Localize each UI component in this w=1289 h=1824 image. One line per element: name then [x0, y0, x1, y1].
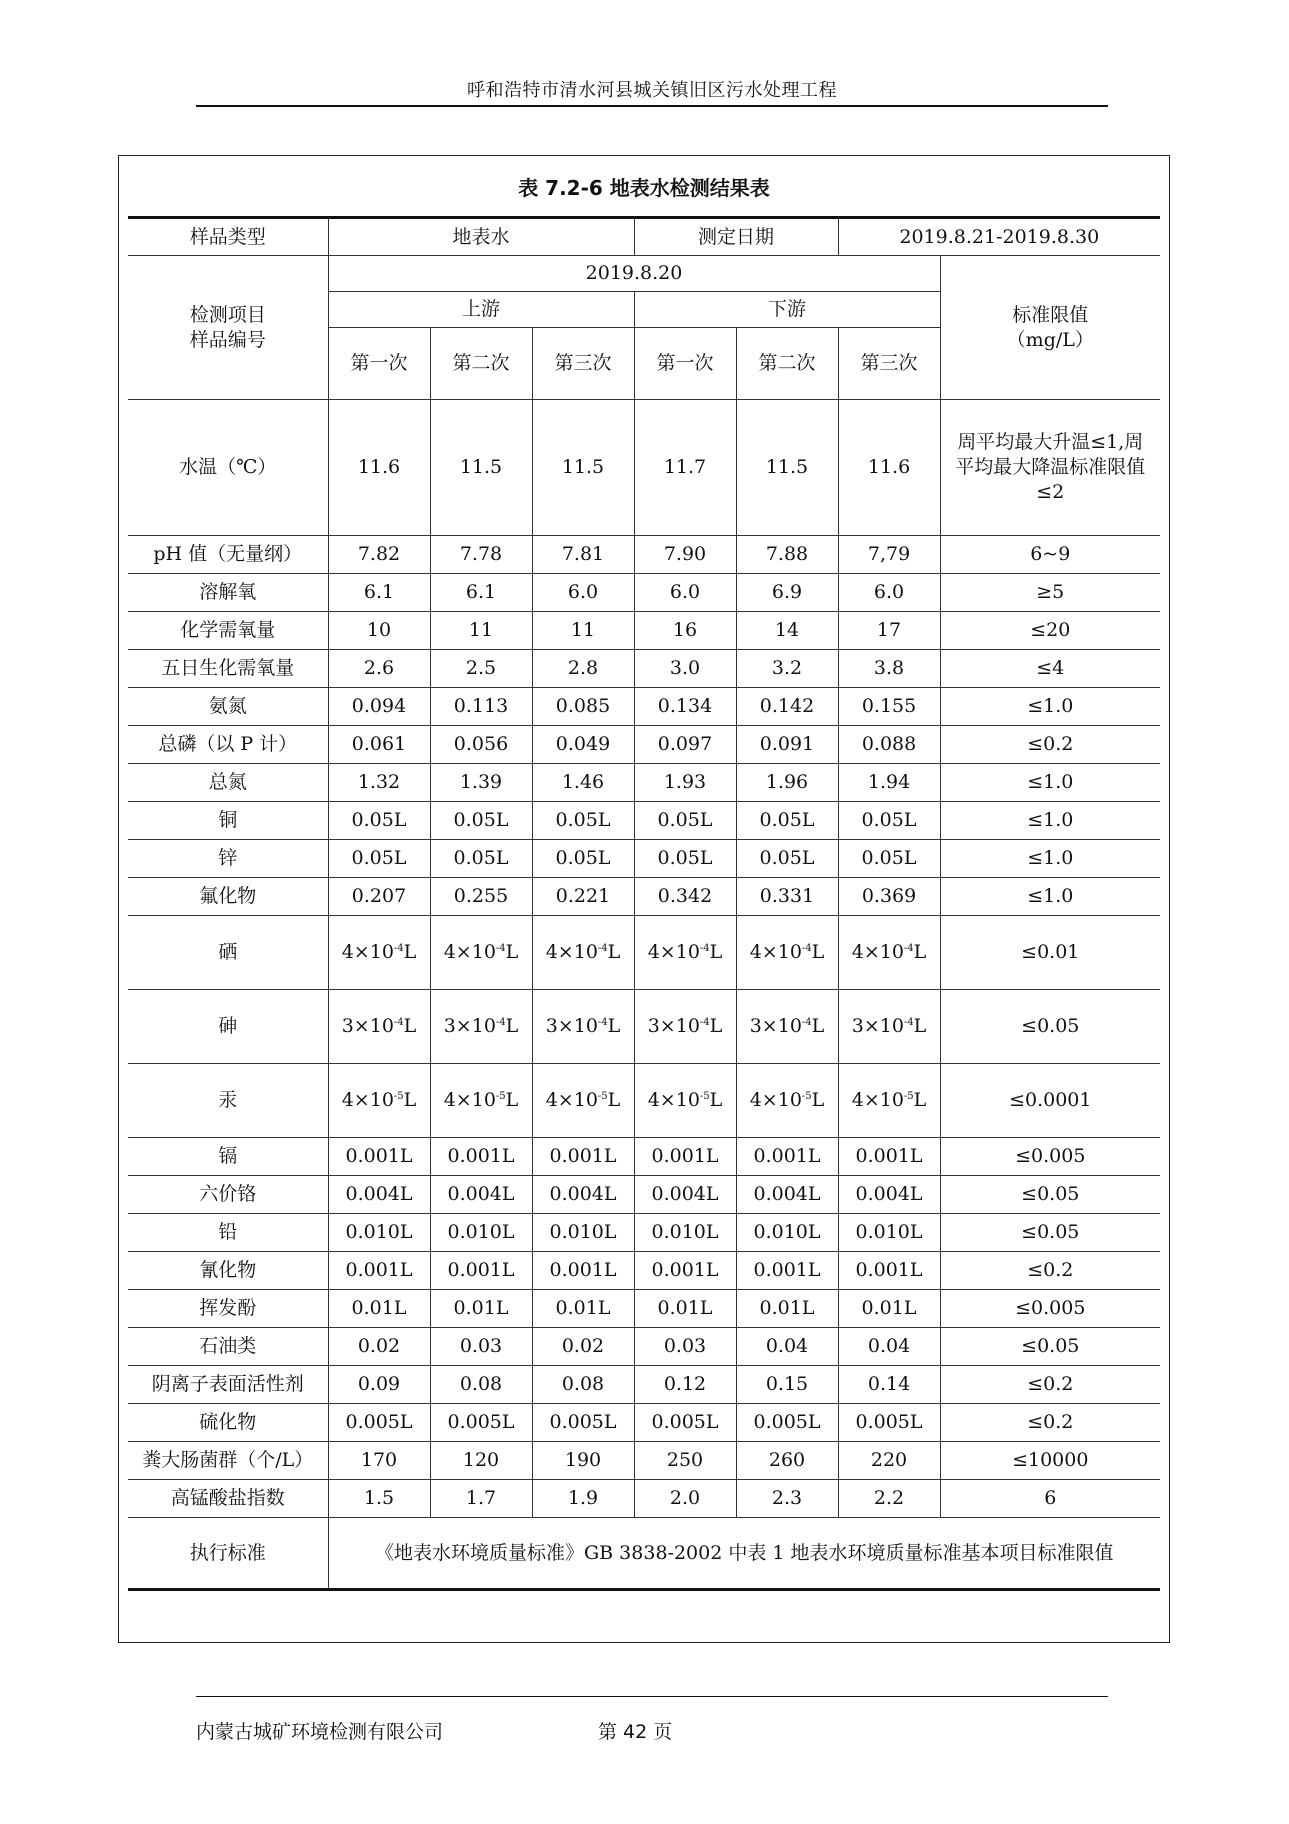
measurement-value: 7.82 — [328, 536, 430, 574]
standard-row-text: 《地表水环境质量标准》GB 3838-2002 中表 1 地表水环境质量标准基本项目标准限值 — [328, 1518, 1160, 1590]
table-row — [128, 1328, 1160, 1366]
measurement-value: 0.05L — [328, 840, 430, 878]
sample-id-label: 样品编号 — [189, 328, 266, 351]
table-row — [128, 840, 1160, 878]
measurement-value: 0.088 — [838, 726, 940, 764]
parameter-name: 阴离子表面活性剂 — [128, 1366, 328, 1404]
date-label: 测定日期 — [634, 218, 838, 256]
measurement-value: 11.5 — [736, 400, 838, 536]
measurement-value: 2.5 — [430, 650, 532, 688]
footer-company: 内蒙古城矿环境检测有限公司 — [196, 1721, 444, 1743]
measurement-value: 1.9 — [532, 1480, 634, 1518]
time-label: 第二次 — [736, 328, 838, 400]
time-label: 第一次 — [328, 328, 430, 400]
measurement-value: 11.6 — [838, 400, 940, 536]
parameter-name: 氨氮 — [128, 688, 328, 726]
measurement-value: 250 — [634, 1442, 736, 1480]
measurement-value: 7.90 — [634, 536, 736, 574]
standard-limit: ≤0.05 — [940, 1214, 1160, 1252]
standard-limit: ≤0.005 — [940, 1138, 1160, 1176]
measurement-value: 6.0 — [532, 574, 634, 612]
item-label-cell — [128, 256, 328, 400]
measurement-value: 0.02 — [532, 1328, 634, 1366]
parameter-name: 锌 — [128, 840, 328, 878]
measurement-value: 0.091 — [736, 726, 838, 764]
measurement-value: $4\times 10^{-4}L$ — [430, 916, 532, 990]
measurement-value: 0.005L — [736, 1404, 838, 1442]
table-row — [128, 574, 1160, 612]
measurement-value: $4\times 10^{-5}L$ — [532, 1064, 634, 1138]
standard-limit: 6~9 — [940, 536, 1160, 574]
measurement-value: 0.03 — [634, 1328, 736, 1366]
measurement-value: 0.001L — [736, 1252, 838, 1290]
header-row-date — [128, 256, 1160, 292]
measurement-value: 6.1 — [430, 574, 532, 612]
measurement-value: 0.097 — [634, 726, 736, 764]
measurement-value: 10 — [328, 612, 430, 650]
measurement-value: 0.05L — [532, 840, 634, 878]
parameter-name: 粪大肠菌群（个/L） — [128, 1442, 328, 1480]
measurement-value: 1.32 — [328, 764, 430, 802]
measurement-value: 1.46 — [532, 764, 634, 802]
measurement-value: 6.1 — [328, 574, 430, 612]
measurement-value: 0.207 — [328, 878, 430, 916]
measurement-value: 0.005L — [328, 1404, 430, 1442]
measurement-value: 0.094 — [328, 688, 430, 726]
measurement-value: 0.056 — [430, 726, 532, 764]
measurement-value: 11.5 — [430, 400, 532, 536]
measurement-value: 0.142 — [736, 688, 838, 726]
table-row — [128, 650, 1160, 688]
measurement-value: 170 — [328, 1442, 430, 1480]
standard-limit: ≤0.05 — [940, 990, 1160, 1064]
parameter-name: 氰化物 — [128, 1252, 328, 1290]
footer-divider — [196, 1696, 1108, 1697]
table-title: 表 7.2-6 地表水检测结果表 — [518, 176, 770, 200]
table-row — [128, 536, 1160, 574]
measurement-value: 0.221 — [532, 878, 634, 916]
sample-type-label: 样品类型 — [128, 218, 328, 256]
measurement-value: 0.369 — [838, 878, 940, 916]
table-row — [128, 1480, 1160, 1518]
sample-type-value: 地表水 — [328, 218, 634, 256]
measurement-value: 0.061 — [328, 726, 430, 764]
measurement-value: $4\times 10^{-4}L$ — [838, 916, 940, 990]
table-row — [128, 1252, 1160, 1290]
parameter-name: 六价铬 — [128, 1176, 328, 1214]
meta-row — [128, 218, 1160, 256]
measurement-value: 0.113 — [430, 688, 532, 726]
measurement-value: 16 — [634, 612, 736, 650]
measurement-value: 0.010L — [430, 1214, 532, 1252]
measurement-value: 190 — [532, 1442, 634, 1480]
measurement-value: 0.001L — [736, 1138, 838, 1176]
standard-label: 标准限值 — [1012, 303, 1089, 326]
measurement-value: 0.085 — [532, 688, 634, 726]
measurement-value: 0.155 — [838, 688, 940, 726]
standard-limit: ≤1.0 — [940, 688, 1160, 726]
measurement-value: 0.14 — [838, 1366, 940, 1404]
measurement-value: 0.01L — [736, 1290, 838, 1328]
measurement-value: 0.05L — [532, 802, 634, 840]
measurement-value: $3\times 10^{-4}L$ — [328, 990, 430, 1064]
measurement-value: 0.004L — [736, 1176, 838, 1214]
parameter-name: 高锰酸盐指数 — [128, 1480, 328, 1518]
measurement-value: 11.5 — [532, 400, 634, 536]
table-row — [128, 726, 1160, 764]
standard-limit: 周平均最大升温≤1,周平均最大降温标准限值≤2 — [940, 400, 1160, 536]
table-row — [128, 878, 1160, 916]
measurement-value: 17 — [838, 612, 940, 650]
measurement-value: 1.7 — [430, 1480, 532, 1518]
measurement-value: $4\times 10^{-5}L$ — [328, 1064, 430, 1138]
measurement-value: 7.88 — [736, 536, 838, 574]
table-row — [128, 1404, 1160, 1442]
measurement-value: 0.05L — [634, 840, 736, 878]
surface-water-results-table — [128, 216, 1160, 1591]
standard-row — [128, 1518, 1160, 1590]
parameter-name: 铅 — [128, 1214, 328, 1252]
measurement-value: $4\times 10^{-5}L$ — [736, 1064, 838, 1138]
measurement-value: 0.01L — [328, 1290, 430, 1328]
measurement-value: 0.342 — [634, 878, 736, 916]
table-row — [128, 1176, 1160, 1214]
measurement-value: 120 — [430, 1442, 532, 1480]
measurement-value: 0.010L — [838, 1214, 940, 1252]
parameter-name: 总磷（以 P 计） — [128, 726, 328, 764]
measurement-value: 0.010L — [634, 1214, 736, 1252]
measurement-value: 0.005L — [838, 1404, 940, 1442]
measurement-value: 260 — [736, 1442, 838, 1480]
measurement-value: 7,79 — [838, 536, 940, 574]
measurement-value: 0.010L — [736, 1214, 838, 1252]
parameter-name: 镉 — [128, 1138, 328, 1176]
measurement-value: 0.001L — [328, 1138, 430, 1176]
table-row — [128, 916, 1160, 990]
upstream-label: 上游 — [328, 292, 634, 328]
measurement-value: 0.004L — [838, 1176, 940, 1214]
table-row — [128, 990, 1160, 1064]
measurement-value: 2.3 — [736, 1480, 838, 1518]
standard-limit: ≤4 — [940, 650, 1160, 688]
parameter-name: 挥发酚 — [128, 1290, 328, 1328]
parameter-name: 氟化物 — [128, 878, 328, 916]
standard-label-cell — [940, 256, 1160, 400]
measurement-value: 2.0 — [634, 1480, 736, 1518]
measurement-value: 0.001L — [430, 1252, 532, 1290]
measurement-value: 0.001L — [430, 1138, 532, 1176]
measurement-value: $3\times 10^{-4}L$ — [430, 990, 532, 1064]
header-divider — [196, 105, 1108, 107]
parameter-name: 硒 — [128, 916, 328, 990]
measurement-value: 0.05L — [634, 802, 736, 840]
table-row — [128, 802, 1160, 840]
standard-limit: ≤20 — [940, 612, 1160, 650]
measurement-value: 0.001L — [634, 1252, 736, 1290]
measurement-value: 0.04 — [736, 1328, 838, 1366]
measurement-value: $4\times 10^{-4}L$ — [634, 916, 736, 990]
measurement-value: 0.001L — [532, 1138, 634, 1176]
measurement-value: 0.004L — [532, 1176, 634, 1214]
measurement-value: 2.2 — [838, 1480, 940, 1518]
standard-limit: ≥5 — [940, 574, 1160, 612]
measurement-value: 0.049 — [532, 726, 634, 764]
measurement-value: 0.005L — [634, 1404, 736, 1442]
standard-limit: ≤0.005 — [940, 1290, 1160, 1328]
measurement-value: 0.04 — [838, 1328, 940, 1366]
table-row — [128, 400, 1160, 536]
parameter-name: pH 值（无量纲） — [128, 536, 328, 574]
table-row — [128, 1214, 1160, 1252]
measurement-value: 0.001L — [328, 1252, 430, 1290]
table-row — [128, 612, 1160, 650]
measurement-value: 0.001L — [634, 1138, 736, 1176]
standard-row-label: 执行标准 — [128, 1518, 328, 1590]
measurement-value: 11 — [532, 612, 634, 650]
measurement-value: 0.004L — [430, 1176, 532, 1214]
table-row — [128, 764, 1160, 802]
measurement-value: 0.01L — [430, 1290, 532, 1328]
measurement-value: 0.004L — [328, 1176, 430, 1214]
measurement-value: 1.93 — [634, 764, 736, 802]
measurement-value: 0.005L — [532, 1404, 634, 1442]
measurement-value: 0.05L — [736, 840, 838, 878]
measurement-value: 0.001L — [838, 1252, 940, 1290]
sampling-date: 2019.8.20 — [328, 256, 940, 292]
parameter-name: 铜 — [128, 802, 328, 840]
document-header-title: 呼和浩特市清水河县城关镇旧区污水处理工程 — [467, 80, 837, 101]
measurement-value: 1.39 — [430, 764, 532, 802]
measurement-value: 11.6 — [328, 400, 430, 536]
measurement-value: $3\times 10^{-4}L$ — [736, 990, 838, 1064]
measurement-value: 0.001L — [532, 1252, 634, 1290]
measurement-value: $4\times 10^{-4}L$ — [532, 916, 634, 990]
measurement-value: $4\times 10^{-4}L$ — [736, 916, 838, 990]
standard-limit: 6 — [940, 1480, 1160, 1518]
measurement-value: 2.8 — [532, 650, 634, 688]
measurement-value: $3\times 10^{-4}L$ — [532, 990, 634, 1064]
parameter-name: 汞 — [128, 1064, 328, 1138]
table-row — [128, 1290, 1160, 1328]
measurement-value: 0.03 — [430, 1328, 532, 1366]
measurement-value: 11 — [430, 612, 532, 650]
measurement-value: 6.9 — [736, 574, 838, 612]
standard-limit: ≤0.0001 — [940, 1064, 1160, 1138]
measurement-value: 0.05L — [838, 840, 940, 878]
measurement-value: 0.05L — [838, 802, 940, 840]
measurement-value: 7.78 — [430, 536, 532, 574]
measurement-value: 0.05L — [430, 840, 532, 878]
measurement-value: 0.001L — [838, 1138, 940, 1176]
downstream-label: 下游 — [634, 292, 940, 328]
parameter-name: 硫化物 — [128, 1404, 328, 1442]
measurement-value: 0.331 — [736, 878, 838, 916]
parameter-name: 总氮 — [128, 764, 328, 802]
measurement-value: 6.0 — [838, 574, 940, 612]
date-value: 2019.8.21-2019.8.30 — [838, 218, 1160, 256]
measurement-value: 0.01L — [634, 1290, 736, 1328]
standard-limit: ≤10000 — [940, 1442, 1160, 1480]
measurement-value: $4\times 10^{-5}L$ — [634, 1064, 736, 1138]
measurement-value: 1.5 — [328, 1480, 430, 1518]
parameter-name: 水温（℃） — [128, 400, 328, 536]
standard-unit: （mg/L） — [1006, 328, 1094, 351]
measurement-value: 0.010L — [532, 1214, 634, 1252]
parameter-name: 溶解氧 — [128, 574, 328, 612]
measurement-value: 0.02 — [328, 1328, 430, 1366]
measurement-value: $4\times 10^{-5}L$ — [430, 1064, 532, 1138]
table-row — [128, 1442, 1160, 1480]
measurement-value: $3\times 10^{-4}L$ — [634, 990, 736, 1064]
table-row — [128, 1064, 1160, 1138]
page-number: 第 42 页 — [598, 1721, 673, 1743]
measurement-value: 2.6 — [328, 650, 430, 688]
measurement-value: 0.005L — [430, 1404, 532, 1442]
measurement-value: 7.81 — [532, 536, 634, 574]
measurement-value: 0.08 — [430, 1366, 532, 1404]
measurement-value: 14 — [736, 612, 838, 650]
standard-limit: ≤0.2 — [940, 1404, 1160, 1442]
measurement-value: 0.09 — [328, 1366, 430, 1404]
measurement-value: 1.96 — [736, 764, 838, 802]
item-label: 检测项目 — [189, 303, 266, 326]
measurement-value: 220 — [838, 1442, 940, 1480]
measurement-value: 0.12 — [634, 1366, 736, 1404]
time-label: 第二次 — [430, 328, 532, 400]
measurement-value: 0.004L — [634, 1176, 736, 1214]
measurement-value: 1.94 — [838, 764, 940, 802]
measurement-value: 0.01L — [838, 1290, 940, 1328]
measurement-value: 0.15 — [736, 1366, 838, 1404]
measurement-value: 0.255 — [430, 878, 532, 916]
standard-limit: ≤0.05 — [940, 1328, 1160, 1366]
standard-limit: ≤1.0 — [940, 764, 1160, 802]
measurement-value: 0.05L — [328, 802, 430, 840]
measurement-value: 0.010L — [328, 1214, 430, 1252]
measurement-value: 0.05L — [430, 802, 532, 840]
standard-limit: ≤1.0 — [940, 840, 1160, 878]
measurement-value: $3\times 10^{-4}L$ — [838, 990, 940, 1064]
measurement-value: 0.05L — [736, 802, 838, 840]
measurement-value: 0.08 — [532, 1366, 634, 1404]
measurement-value: 3.8 — [838, 650, 940, 688]
measurement-value: 6.0 — [634, 574, 736, 612]
measurement-value: 3.0 — [634, 650, 736, 688]
standard-limit: ≤0.2 — [940, 726, 1160, 764]
parameter-name: 石油类 — [128, 1328, 328, 1366]
table-row — [128, 1366, 1160, 1404]
table-row — [128, 1138, 1160, 1176]
standard-limit: ≤1.0 — [940, 802, 1160, 840]
measurement-value: $4\times 10^{-4}L$ — [328, 916, 430, 990]
standard-limit: ≤0.2 — [940, 1252, 1160, 1290]
parameter-name: 五日生化需氧量 — [128, 650, 328, 688]
time-label: 第三次 — [532, 328, 634, 400]
measurement-value: 11.7 — [634, 400, 736, 536]
standard-limit: ≤1.0 — [940, 878, 1160, 916]
standard-limit: ≤0.05 — [940, 1176, 1160, 1214]
measurement-value: $4\times 10^{-5}L$ — [838, 1064, 940, 1138]
measurement-value: 0.01L — [532, 1290, 634, 1328]
time-label: 第一次 — [634, 328, 736, 400]
time-label: 第三次 — [838, 328, 940, 400]
parameter-name: 化学需氧量 — [128, 612, 328, 650]
parameter-name: 砷 — [128, 990, 328, 1064]
table-row — [128, 688, 1160, 726]
measurement-value: 0.134 — [634, 688, 736, 726]
standard-limit: ≤0.01 — [940, 916, 1160, 990]
measurement-value: 3.2 — [736, 650, 838, 688]
standard-limit: ≤0.2 — [940, 1366, 1160, 1404]
